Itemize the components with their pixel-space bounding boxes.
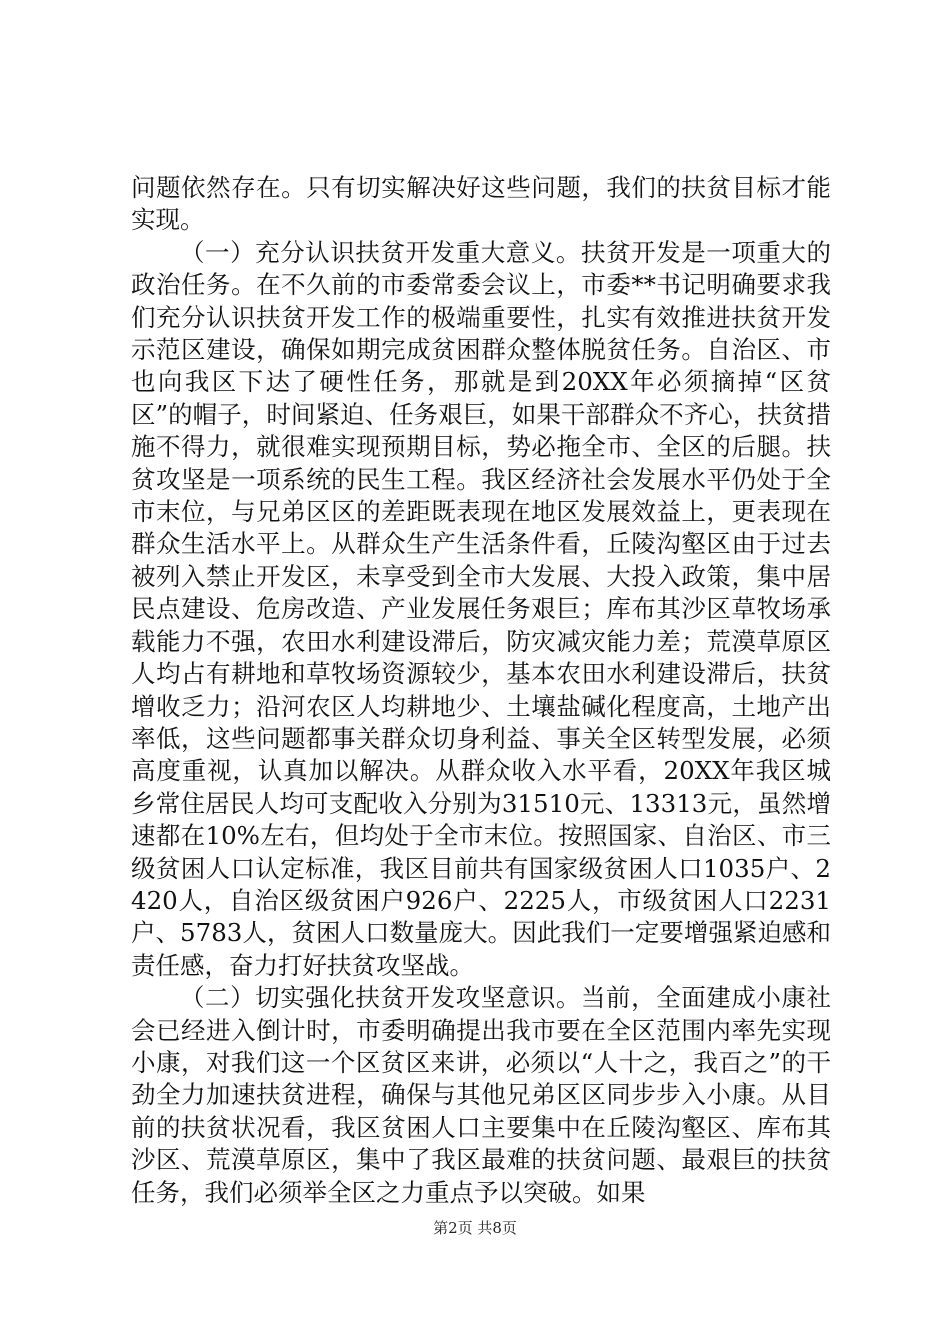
page-number: 第2页 共8页 — [433, 1219, 517, 1237]
document-body — [131, 172, 831, 1209]
paragraph-1: 问题依然存在。只有切实解决好这些问题，我们的扶贫目标才能实现。 — [131, 173, 831, 235]
paragraph-3: （二）切实强化扶贫开发攻坚意识。当前，全面建成小康社会已经进入倒计时，市委明确提出我市要在全区范围内率先实现小康，对我们这一个区贫区来讲，必须以“人十之，我百之”的干劲全力加速扶贫进程，确保与其他兄弟区区同步步入小康。从目前的扶贫状况看，我区贫困人口主要集中在丘陵沟壑区、库布其沙区、荒漠草原区，集中了我区最难的扶贫问题、最艰巨的扶贫任务，我们必须举全区之力重点予以突破。如果 — [131, 983, 831, 1207]
paragraph-2: （一）充分认识扶贫开发重大意义。扶贫开发是一项重大的政治任务。在不久前的市委常委会议上，市委**书记明确要求我们充分认识扶贫开发工作的极端重要性，扎实有效推进扶贫开发示范区建设，确保如期完成贫困群众整体脱贫任务。自治区、市也向我区下达了硬性任务，那就是到20XX年必须摘掉“区贫区”的帽子，时间紧迫、任务艰巨，如果干部群众不齐心，扶贫措施不得力，就很难实现预期目标，势必拖全市、全区的后腿。扶贫攻坚是一项系统的民生工程。我区经济社会发展水平仍处于全市末位，与兄弟区区的差距既表现在地区发展效益上，更表现在群众生活水平上。从群众生产生活条件看，丘陵沟壑区由于过去被列入禁止开发区，未享受到全市大发展、大投入政策，集中居民点建设、危房改造、产业发展任务艰巨；库布其沙区草牧场承载能力不强，农田水利建设滞后，防灾减灾能力差；荒漠草原区人均占有耕地和草牧场资源较少，基本农田水利建设滞后，扶贫增收乏力；沿河农区人均耕地少、土壤盐碱化程度高，土地产出率低，这些问题都事关群众切身利益、事关全区转型发展，必须高度重视，认真加以解决。从群众收入水平看，20XX年我区城乡常住居民人均可支配收入分别为31510元、13313元，虽然增速都在10%左右，但均处于全市末位。按照国家、自治区、市三级贫困人口认定标准，我区目前共有国家级贫困人口1035户、2420人，自治区级贫困户926户、2225人，市级贫困人口2231户、5783人，贫困人口数量庞大。因此我们一定要增强紧迫感和责任感，奋力打好扶贫攻坚战。 — [131, 237, 831, 980]
